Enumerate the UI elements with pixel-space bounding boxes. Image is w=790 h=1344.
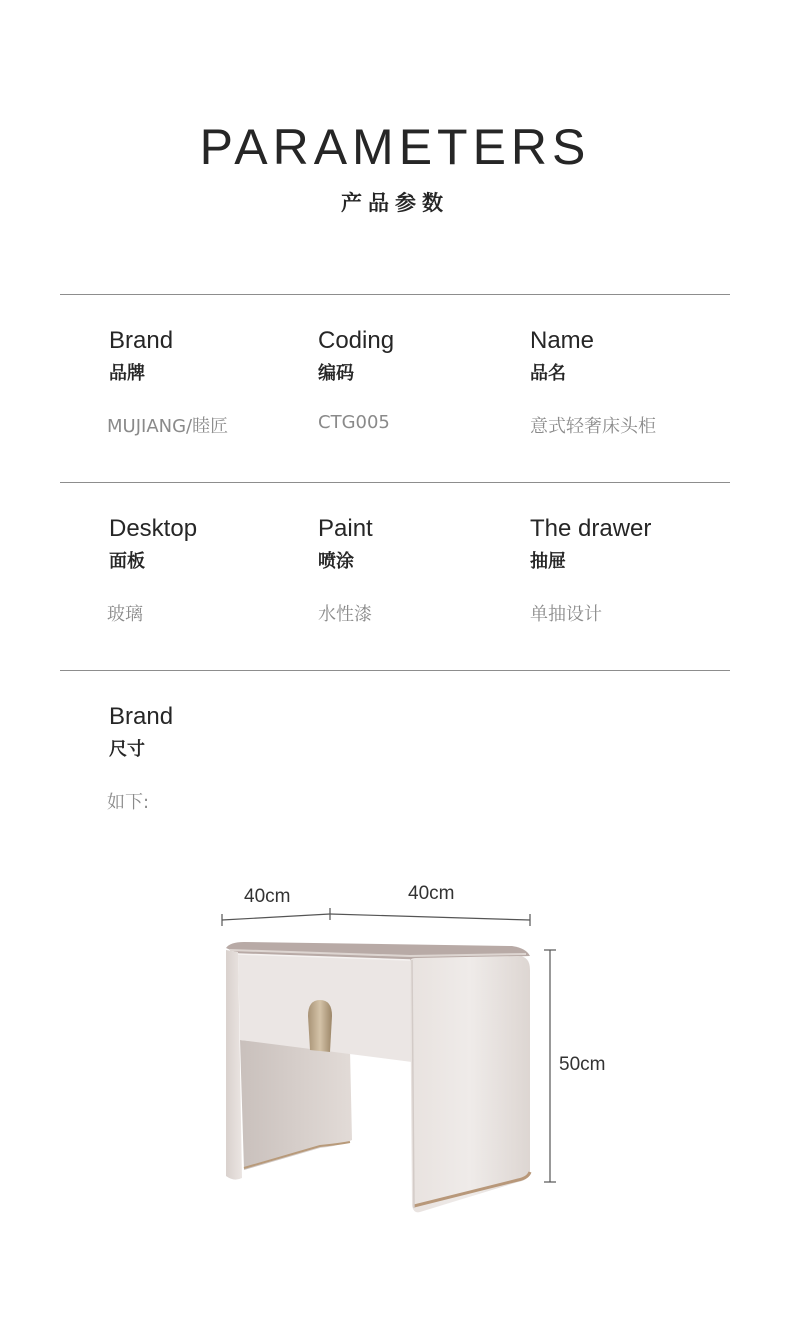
param-value: 如下:	[107, 792, 150, 813]
divider-middle	[60, 482, 730, 483]
nightstand-illustration	[200, 900, 580, 1240]
param-label-en: Desktop	[109, 515, 198, 542]
dimension-depth-label: 40cm	[244, 886, 291, 907]
param-label-cn: 品牌	[109, 363, 145, 384]
param-value: 玻璃	[107, 604, 143, 625]
param-value: CTG005	[318, 412, 390, 433]
param-label-en: Brand	[109, 327, 174, 354]
param-coding	[318, 327, 394, 433]
param-label-cn: 编码	[318, 363, 354, 384]
page-subtitle: 产品参数	[341, 191, 449, 215]
param-label-cn: 尺寸	[109, 739, 145, 760]
param-name	[530, 327, 656, 438]
param-value: MUJIANG/睦匠	[107, 416, 229, 437]
param-brand	[109, 327, 228, 438]
param-label-en: Brand	[109, 703, 174, 730]
param-size	[109, 703, 173, 814]
param-label-cn: 品名	[530, 363, 566, 384]
param-label-cn: 面板	[109, 551, 145, 572]
dimension-width-label: 40cm	[408, 883, 455, 904]
param-paint	[318, 515, 373, 626]
divider-bottom	[60, 670, 730, 671]
param-desktop	[109, 515, 197, 626]
param-label-en: Paint	[318, 515, 373, 542]
param-value: 水性漆	[318, 604, 372, 625]
divider-top	[60, 294, 730, 295]
param-drawer	[530, 515, 651, 626]
dimension-height-label: 50cm	[559, 1054, 606, 1075]
param-label-cn: 喷涂	[318, 551, 354, 572]
param-value: 意式轻奢床头柜	[530, 416, 656, 437]
param-label-en: Name	[530, 327, 595, 354]
param-value: 单抽设计	[530, 604, 602, 625]
param-label-en: The drawer	[530, 515, 652, 542]
param-label-en: Coding	[318, 327, 395, 354]
param-label-cn: 抽屉	[530, 551, 566, 572]
page-title: PARAMETERS	[199, 119, 591, 175]
